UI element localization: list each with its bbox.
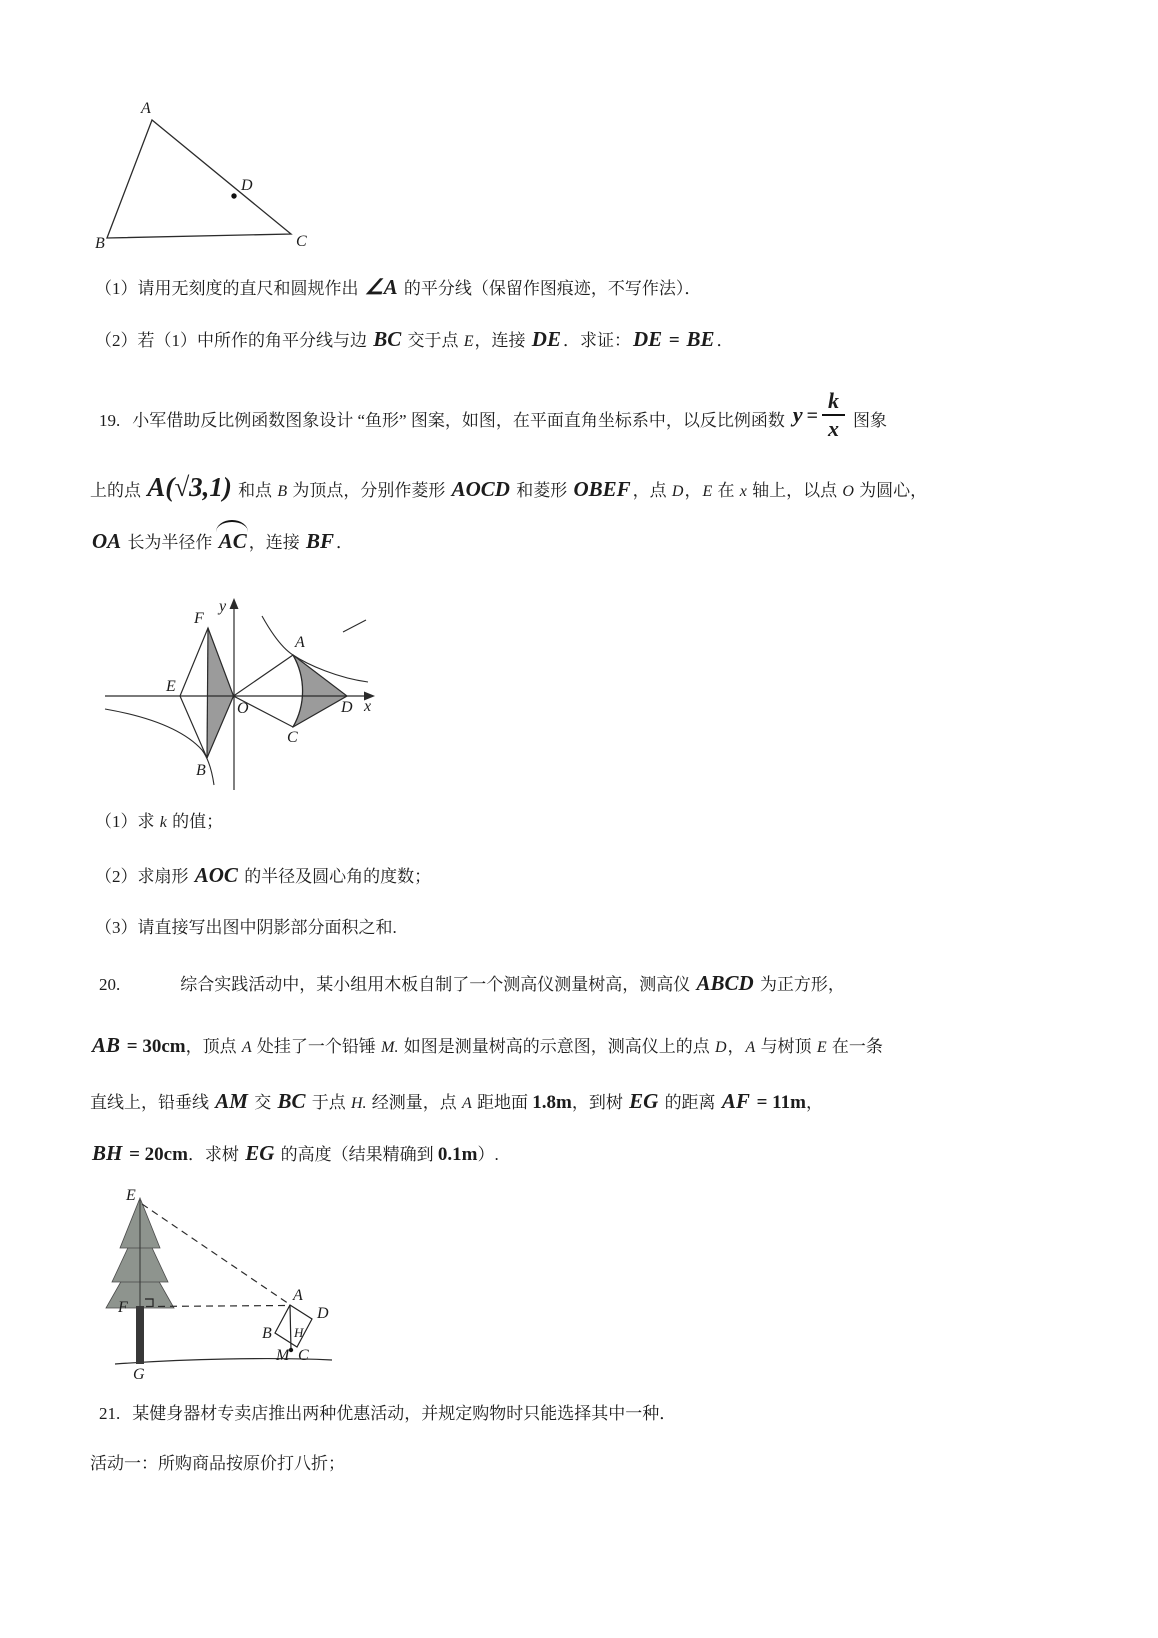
label-f: F: [118, 1299, 128, 1316]
label-origin: O: [237, 700, 249, 717]
label-c: C: [296, 233, 307, 250]
text-segment: 为顶点，分别作菱形: [288, 481, 450, 500]
text-segment: 交于点: [403, 331, 463, 350]
label-f: F: [194, 610, 204, 627]
problem-20-stem-line2: [90, 1030, 883, 1061]
text-segment: 距地面: [472, 1093, 533, 1112]
label-m: M: [276, 1347, 290, 1364]
problem-19-sub3: [95, 916, 397, 941]
math-aocd: AOCD: [451, 477, 510, 501]
math-eg2: EG: [245, 1141, 275, 1165]
math-d: D: [671, 483, 684, 500]
math-e: E: [463, 333, 474, 350]
problem-19-sub2: [95, 860, 431, 890]
problem-20-stem-line4: [90, 1138, 499, 1169]
label-b: B: [262, 1325, 272, 1342]
triangle-abc: [107, 120, 291, 238]
math-be: BE: [686, 327, 715, 351]
text-segment: 和点: [233, 481, 277, 500]
text-segment: 交: [249, 1093, 276, 1112]
text-segment: ，顶点: [185, 1037, 241, 1056]
math-aoc: AOC: [194, 863, 238, 887]
text-segment: 上的点: [90, 481, 146, 500]
problem-20-stem-line3: [90, 1086, 823, 1117]
problem-number: 19.: [99, 411, 121, 430]
math-bf: BF: [305, 529, 334, 553]
label-d: D: [241, 177, 253, 194]
text-segment: 为正方形，: [755, 975, 845, 994]
math-x: x: [739, 483, 747, 500]
math-bh: BH: [92, 1141, 123, 1165]
math-11m: = 11m: [751, 1092, 806, 1113]
math-am: AM: [215, 1089, 248, 1113]
text-segment: 小军借助反比例函数图象设计 “鱼形” 图案，如图，在平面直角坐标系中，以反比例函数: [132, 411, 785, 430]
math-b: B: [277, 483, 288, 500]
y-axis-arrow: [230, 598, 239, 609]
math-af: AF: [721, 1089, 750, 1113]
problem-18-part2: [95, 324, 734, 355]
shaded-arc-region: [293, 655, 347, 727]
problem-21-activity1: [90, 1452, 345, 1477]
math-a: A: [462, 1095, 472, 1112]
text-segment: 的值；: [167, 812, 224, 831]
math-m: M.: [381, 1039, 399, 1056]
text-segment: 在: [713, 481, 739, 500]
math-fraction-y-eq-k-over-x: [793, 388, 845, 444]
label-g: G: [133, 1366, 145, 1383]
text-segment: 图象: [853, 411, 888, 430]
math-bc: BC: [373, 327, 402, 351]
problem-20-stem-line1: [99, 968, 845, 998]
text-segment: ．求树: [187, 1145, 244, 1164]
text-segment: 直线上，铅垂线: [90, 1093, 214, 1112]
text-segment: 与树顶: [756, 1037, 816, 1056]
problem-number: 20.: [99, 975, 121, 994]
label-d: D: [317, 1305, 329, 1322]
tree-figure: [90, 1188, 430, 1388]
text-segment: 和菱形: [511, 481, 572, 500]
text-segment: ．: [716, 331, 734, 350]
triangle-figure: [95, 95, 325, 253]
math-h: H.: [350, 1095, 367, 1112]
text-segment: ，: [805, 1093, 823, 1112]
problem-19-sub1: [95, 810, 223, 835]
math-abcd: ABCD: [696, 971, 754, 995]
frac-numerator: k: [828, 388, 840, 413]
sightline-e-to-a: [142, 1204, 289, 1304]
problem-19-stem-line1: [99, 388, 887, 444]
text-segment: ．求证：: [562, 331, 631, 350]
label-b: B: [95, 235, 105, 252]
text-segment: ，: [727, 1037, 745, 1056]
math-a: A: [241, 1039, 252, 1056]
text-segment: 的距离: [660, 1093, 720, 1112]
math-de: DE: [531, 327, 561, 351]
math-e: E: [702, 483, 713, 500]
label-c: C: [287, 729, 298, 746]
math-30cm: = 30cm: [122, 1036, 186, 1057]
label-a: A: [295, 634, 305, 651]
text-segment: ）.: [477, 1145, 499, 1164]
math-1-8m: 1.8m: [532, 1092, 572, 1113]
math-e: E: [816, 1039, 827, 1056]
problem-19-stem-line3: [90, 526, 353, 556]
label-a: A: [141, 100, 151, 117]
math-angle-a: ∠A: [364, 275, 398, 299]
problem-18-part1: [95, 272, 701, 302]
plumb-bob-m: [289, 1348, 293, 1352]
text-segment: （2）求扇形: [95, 867, 193, 886]
math-bc: BC: [277, 1089, 306, 1113]
math-de2: DE: [632, 327, 663, 351]
math-d: D: [714, 1039, 727, 1056]
label-e: E: [166, 678, 176, 695]
label-a: A: [293, 1287, 303, 1304]
text-segment: （2）若（1）中所作的角平分线与边: [95, 331, 372, 350]
text-segment: ，: [684, 481, 702, 500]
label-y-axis: y: [219, 598, 227, 615]
text-segment: （1）求: [95, 812, 159, 831]
text-segment: 的高度（结果精确到: [276, 1145, 438, 1164]
shaded-left-triangle: [207, 628, 234, 758]
math-a2: A: [745, 1039, 756, 1056]
text-segment: ，连接: [248, 533, 304, 552]
hyperbola-stroke: [343, 620, 366, 632]
text-segment: （3）请直接写出图中阴影部分面积之和.: [95, 918, 397, 937]
text-segment: （1）请用无刻度的直尺和圆规作出: [95, 279, 363, 298]
text-segment: 为圆心，: [854, 481, 928, 500]
text-segment: 的半径及圆心角的度数；: [239, 867, 432, 886]
math-obef: OBEF: [573, 477, 631, 501]
text-segment: 长为半径作: [123, 533, 217, 552]
label-h: H: [294, 1325, 304, 1340]
math-point-a-sqrt3-1: A(√3,1): [147, 472, 232, 502]
text-segment: 活动一：所购商品按原价打八折；: [90, 1454, 345, 1473]
problem-19-stem-line2: [90, 468, 927, 507]
text-segment: 处挂了一个铅锤: [252, 1037, 381, 1056]
frac-stack: [822, 388, 845, 442]
point-d-dot: [231, 193, 236, 198]
fish-figure: [90, 578, 410, 793]
tree-trunk: [136, 1306, 144, 1364]
arc-ac-text: AC: [218, 529, 247, 553]
frac-equals: =: [806, 405, 819, 427]
label-e: E: [126, 1187, 136, 1204]
text-segment: 轴上，以点: [747, 481, 842, 500]
text-segment: 如图是测量树高的示意图，测高仪上的点: [399, 1037, 714, 1056]
math-0-1m: 0.1m: [437, 1144, 478, 1165]
text-segment: ，连接: [474, 331, 530, 350]
problem-21-stem: [99, 1402, 676, 1427]
math-oa: OA: [92, 529, 122, 553]
math-k: k: [159, 814, 167, 831]
math-ab: AB: [92, 1033, 121, 1057]
frac-denominator: x: [822, 414, 845, 442]
text-segment: 综合实践活动中，某小组用木板自制了一个测高仪测量树高，测高仪: [180, 975, 695, 994]
label-b: B: [196, 762, 206, 779]
math-20cm: = 20cm: [124, 1144, 188, 1165]
text-segment: 经测量，点: [367, 1093, 462, 1112]
math-arc-ac: [217, 526, 249, 556]
math-eq: =: [664, 330, 685, 351]
frac-lhs: y: [792, 402, 803, 427]
text-segment: 某健身器材专卖店推出两种优惠活动，并规定购物时只能选择其中一种．: [132, 1404, 677, 1423]
text-segment: ，到树: [571, 1093, 628, 1112]
label-d: D: [341, 699, 353, 716]
text-segment: 的平分线（保留作图痕迹，不写作法）．: [399, 279, 702, 298]
text-segment: 于点: [307, 1093, 350, 1112]
math-o: O: [842, 483, 854, 500]
problem-number: 21.: [99, 1404, 121, 1423]
label-c: C: [298, 1347, 309, 1364]
label-x-axis: x: [364, 698, 372, 715]
text-segment: ，点: [632, 481, 671, 500]
text-segment: ．: [335, 533, 353, 552]
math-eg: EG: [629, 1089, 659, 1113]
text-segment: 在一条: [827, 1037, 883, 1056]
